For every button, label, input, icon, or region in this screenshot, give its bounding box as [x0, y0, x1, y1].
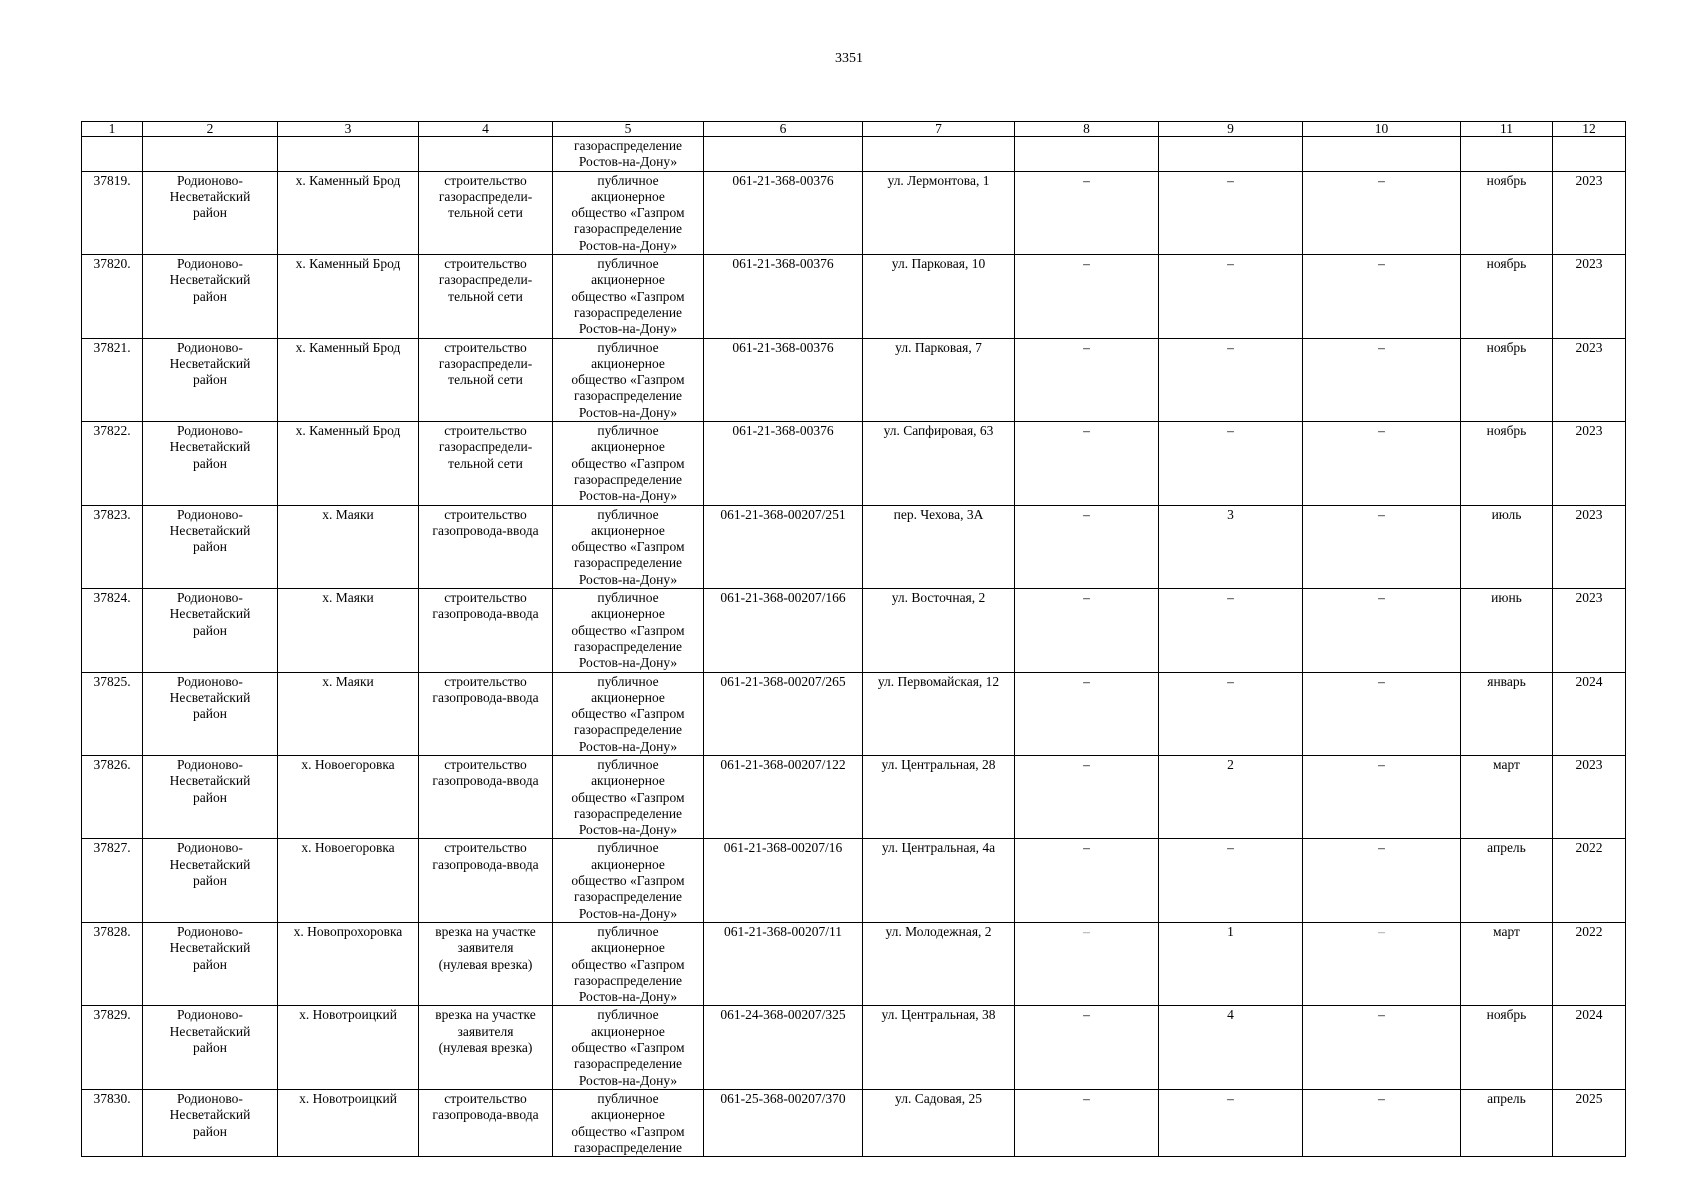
address-cell: ул. Восточная, 2 — [863, 589, 1015, 672]
month-cell: июнь — [1461, 589, 1553, 672]
month-cell: ноябрь — [1461, 338, 1553, 421]
column-header: 12 — [1553, 122, 1626, 137]
column-header: 2 — [143, 122, 278, 137]
table-row — [82, 839, 1626, 922]
district-cell: Родионово- Несветайский район — [143, 505, 278, 588]
column-9-cell: – — [1159, 839, 1303, 922]
column-8-cell: – — [1015, 922, 1159, 1005]
column-8-cell: – — [1015, 839, 1159, 922]
row-number-cell: 37820. — [82, 255, 143, 338]
organization-cell: публичное акционерное общество «Газпром газораспределение Ростов-на-Дону» — [553, 338, 704, 421]
month-cell: ноябрь — [1461, 422, 1553, 505]
column-number-header-row — [82, 122, 1626, 137]
work-type-cell: строительство газораспредели- тельной сети — [419, 338, 553, 421]
settlement-cell: х. Каменный Брод — [278, 422, 419, 505]
month-cell: ноябрь — [1461, 255, 1553, 338]
year-cell: 2023 — [1553, 505, 1626, 588]
column-8-cell: – — [1015, 1006, 1159, 1089]
address-cell: ул. Сапфировая, 63 — [863, 422, 1015, 505]
column-header: 5 — [553, 122, 704, 137]
table-cell — [278, 137, 419, 172]
year-cell: 2023 — [1553, 171, 1626, 254]
district-cell: Родионово- Несветайский район — [143, 171, 278, 254]
column-10-cell: – — [1303, 672, 1461, 755]
organization-cell: публичное акционерное общество «Газпром газораспределение Ростов-на-Дону» — [553, 922, 704, 1005]
table-cell — [1159, 137, 1303, 172]
organization-cell: газораспределение Ростов-на-Дону» — [553, 137, 704, 172]
table-cell — [143, 137, 278, 172]
column-header: 11 — [1461, 122, 1553, 137]
organization-cell: публичное акционерное общество «Газпром газораспределение Ростов-на-Дону» — [553, 422, 704, 505]
settlement-cell: х. Маяки — [278, 505, 419, 588]
row-number-cell: 37828. — [82, 922, 143, 1005]
continuation-row — [82, 137, 1626, 172]
work-type-cell: строительство газопровода-ввода — [419, 505, 553, 588]
work-type-cell: строительство газопровода-ввода — [419, 839, 553, 922]
month-cell: июль — [1461, 505, 1553, 588]
column-9-cell: 4 — [1159, 1006, 1303, 1089]
address-cell: ул. Центральная, 4а — [863, 839, 1015, 922]
column-9-cell: – — [1159, 1089, 1303, 1156]
settlement-cell: х. Новотроицкий — [278, 1089, 419, 1156]
row-number-cell: 37826. — [82, 755, 143, 838]
organization-cell: публичное акционерное общество «Газпром газораспределение Ростов-на-Дону» — [553, 589, 704, 672]
table-row — [82, 255, 1626, 338]
table-row — [82, 672, 1626, 755]
object-code-cell: 061-21-368-00207/16 — [704, 839, 863, 922]
district-cell: Родионово- Несветайский район — [143, 922, 278, 1005]
address-cell: ул. Парковая, 7 — [863, 338, 1015, 421]
month-cell: апрель — [1461, 1089, 1553, 1156]
month-cell: март — [1461, 755, 1553, 838]
address-cell: ул. Молодежная, 2 — [863, 922, 1015, 1005]
column-9-cell: 3 — [1159, 505, 1303, 588]
work-type-cell: врезка на участке заявителя (нулевая врезка) — [419, 1006, 553, 1089]
column-8-cell: – — [1015, 422, 1159, 505]
table-cell — [1303, 137, 1461, 172]
table-cell — [1015, 137, 1159, 172]
column-9-cell: 2 — [1159, 755, 1303, 838]
column-8-cell: – — [1015, 589, 1159, 672]
object-code-cell: 061-21-368-00207/11 — [704, 922, 863, 1005]
column-8-cell: – — [1015, 1089, 1159, 1156]
table-row — [82, 1089, 1626, 1156]
year-cell: 2022 — [1553, 922, 1626, 1005]
address-cell: ул. Центральная, 28 — [863, 755, 1015, 838]
page-number: 3351 — [835, 51, 863, 66]
column-10-cell: – — [1303, 505, 1461, 588]
object-code-cell: 061-21-368-00207/166 — [704, 589, 863, 672]
month-cell: ноябрь — [1461, 1006, 1553, 1089]
work-type-cell: строительство газораспредели- тельной сети — [419, 255, 553, 338]
row-number-cell: 37819. — [82, 171, 143, 254]
column-header: 7 — [863, 122, 1015, 137]
table-row — [82, 422, 1626, 505]
table-row — [82, 755, 1626, 838]
address-cell: пер. Чехова, 3А — [863, 505, 1015, 588]
settlement-cell: х. Каменный Брод — [278, 255, 419, 338]
column-header: 8 — [1015, 122, 1159, 137]
year-cell: 2024 — [1553, 672, 1626, 755]
column-header: 3 — [278, 122, 419, 137]
row-number-cell: 37827. — [82, 839, 143, 922]
object-code-cell: 061-21-368-00207/251 — [704, 505, 863, 588]
object-code-cell: 061-25-368-00207/370 — [704, 1089, 863, 1156]
month-cell: март — [1461, 922, 1553, 1005]
table-row — [82, 338, 1626, 421]
object-code-cell: 061-21-368-00376 — [704, 422, 863, 505]
organization-cell: публичное акционерное общество «Газпром газораспределение — [553, 1089, 704, 1156]
object-code-cell: 061-21-368-00207/265 — [704, 672, 863, 755]
settlement-cell: х. Каменный Брод — [278, 171, 419, 254]
table-row — [82, 589, 1626, 672]
year-cell: 2023 — [1553, 422, 1626, 505]
year-cell: 2023 — [1553, 589, 1626, 672]
address-cell: ул. Центральная, 38 — [863, 1006, 1015, 1089]
organization-cell: публичное акционерное общество «Газпром газораспределение Ростов-на-Дону» — [553, 1006, 704, 1089]
address-cell: ул. Садовая, 25 — [863, 1089, 1015, 1156]
work-type-cell: строительство газораспредели- тельной сети — [419, 171, 553, 254]
table-row — [82, 922, 1626, 1005]
address-cell: ул. Лермонтова, 1 — [863, 171, 1015, 254]
column-10-cell: – — [1303, 839, 1461, 922]
column-10-cell: – — [1303, 338, 1461, 421]
object-code-cell: 061-21-368-00207/122 — [704, 755, 863, 838]
month-cell: апрель — [1461, 839, 1553, 922]
column-header: 4 — [419, 122, 553, 137]
table-row — [82, 171, 1626, 254]
table-row — [82, 505, 1626, 588]
work-type-cell: строительство газораспредели- тельной сети — [419, 422, 553, 505]
object-code-cell: 061-21-368-00376 — [704, 255, 863, 338]
district-cell: Родионово- Несветайский район — [143, 672, 278, 755]
gas-connection-registry-table — [81, 121, 1626, 1157]
column-8-cell: – — [1015, 505, 1159, 588]
organization-cell: публичное акционерное общество «Газпром газораспределение Ростов-на-Дону» — [553, 255, 704, 338]
district-cell: Родионово- Несветайский район — [143, 422, 278, 505]
settlement-cell: х. Новоегоровка — [278, 839, 419, 922]
row-number-cell: 37823. — [82, 505, 143, 588]
settlement-cell: х. Новопрохоровка — [278, 922, 419, 1005]
year-cell: 2023 — [1553, 255, 1626, 338]
column-9-cell: – — [1159, 338, 1303, 421]
row-number-cell: 37829. — [82, 1006, 143, 1089]
work-type-cell: строительство газопровода-ввода — [419, 1089, 553, 1156]
settlement-cell: х. Маяки — [278, 672, 419, 755]
organization-cell: публичное акционерное общество «Газпром газораспределение Ростов-на-Дону» — [553, 672, 704, 755]
table-cell — [82, 137, 143, 172]
column-10-cell: – — [1303, 422, 1461, 505]
column-9-cell: – — [1159, 171, 1303, 254]
address-cell: ул. Первомайская, 12 — [863, 672, 1015, 755]
district-cell: Родионово- Несветайский район — [143, 589, 278, 672]
object-code-cell: 061-21-368-00376 — [704, 171, 863, 254]
table-cell — [704, 137, 863, 172]
column-10-cell: – — [1303, 1006, 1461, 1089]
organization-cell: публичное акционерное общество «Газпром газораспределение Ростов-на-Дону» — [553, 755, 704, 838]
object-code-cell: 061-24-368-00207/325 — [704, 1006, 863, 1089]
table-cell — [1461, 137, 1553, 172]
column-9-cell: – — [1159, 672, 1303, 755]
column-8-cell: – — [1015, 672, 1159, 755]
settlement-cell: х. Новоегоровка — [278, 755, 419, 838]
work-type-cell: строительство газопровода-ввода — [419, 672, 553, 755]
column-9-cell: 1 — [1159, 922, 1303, 1005]
work-type-cell: строительство газопровода-ввода — [419, 755, 553, 838]
column-8-cell: – — [1015, 255, 1159, 338]
column-10-cell: – — [1303, 755, 1461, 838]
month-cell: январь — [1461, 672, 1553, 755]
row-number-cell: 37824. — [82, 589, 143, 672]
district-cell: Родионово- Несветайский район — [143, 338, 278, 421]
year-cell: 2023 — [1553, 755, 1626, 838]
address-cell: ул. Парковая, 10 — [863, 255, 1015, 338]
district-cell: Родионово- Несветайский район — [143, 755, 278, 838]
column-10-cell: – — [1303, 255, 1461, 338]
object-code-cell: 061-21-368-00376 — [704, 338, 863, 421]
table-cell — [863, 137, 1015, 172]
district-cell: Родионово- Несветайский район — [143, 1006, 278, 1089]
work-type-cell: врезка на участке заявителя (нулевая врезка) — [419, 922, 553, 1005]
column-header: 6 — [704, 122, 863, 137]
district-cell: Родионово- Несветайский район — [143, 1089, 278, 1156]
table-cell — [1553, 137, 1626, 172]
row-number-cell: 37830. — [82, 1089, 143, 1156]
column-header: 10 — [1303, 122, 1461, 137]
column-10-cell: – — [1303, 171, 1461, 254]
organization-cell: публичное акционерное общество «Газпром газораспределение Ростов-на-Дону» — [553, 839, 704, 922]
column-9-cell: – — [1159, 255, 1303, 338]
organization-cell: публичное акционерное общество «Газпром газораспределение Ростов-на-Дону» — [553, 505, 704, 588]
settlement-cell: х. Каменный Брод — [278, 338, 419, 421]
settlement-cell: х. Маяки — [278, 589, 419, 672]
column-10-cell: – — [1303, 589, 1461, 672]
row-number-cell: 37821. — [82, 338, 143, 421]
column-header: 9 — [1159, 122, 1303, 137]
year-cell: 2024 — [1553, 1006, 1626, 1089]
settlement-cell: х. Новотроицкий — [278, 1006, 419, 1089]
column-9-cell: – — [1159, 422, 1303, 505]
column-header: 1 — [82, 122, 143, 137]
column-8-cell: – — [1015, 755, 1159, 838]
month-cell: ноябрь — [1461, 171, 1553, 254]
year-cell: 2025 — [1553, 1089, 1626, 1156]
work-type-cell: строительство газопровода-ввода — [419, 589, 553, 672]
year-cell: 2022 — [1553, 839, 1626, 922]
row-number-cell: 37825. — [82, 672, 143, 755]
column-10-cell: – — [1303, 922, 1461, 1005]
column-8-cell: – — [1015, 338, 1159, 421]
column-9-cell: – — [1159, 589, 1303, 672]
column-10-cell: – — [1303, 1089, 1461, 1156]
district-cell: Родионово- Несветайский район — [143, 255, 278, 338]
column-8-cell: – — [1015, 171, 1159, 254]
year-cell: 2023 — [1553, 338, 1626, 421]
district-cell: Родионово- Несветайский район — [143, 839, 278, 922]
table-cell — [419, 137, 553, 172]
table-row — [82, 1006, 1626, 1089]
organization-cell: публичное акционерное общество «Газпром газораспределение Ростов-на-Дону» — [553, 171, 704, 254]
row-number-cell: 37822. — [82, 422, 143, 505]
